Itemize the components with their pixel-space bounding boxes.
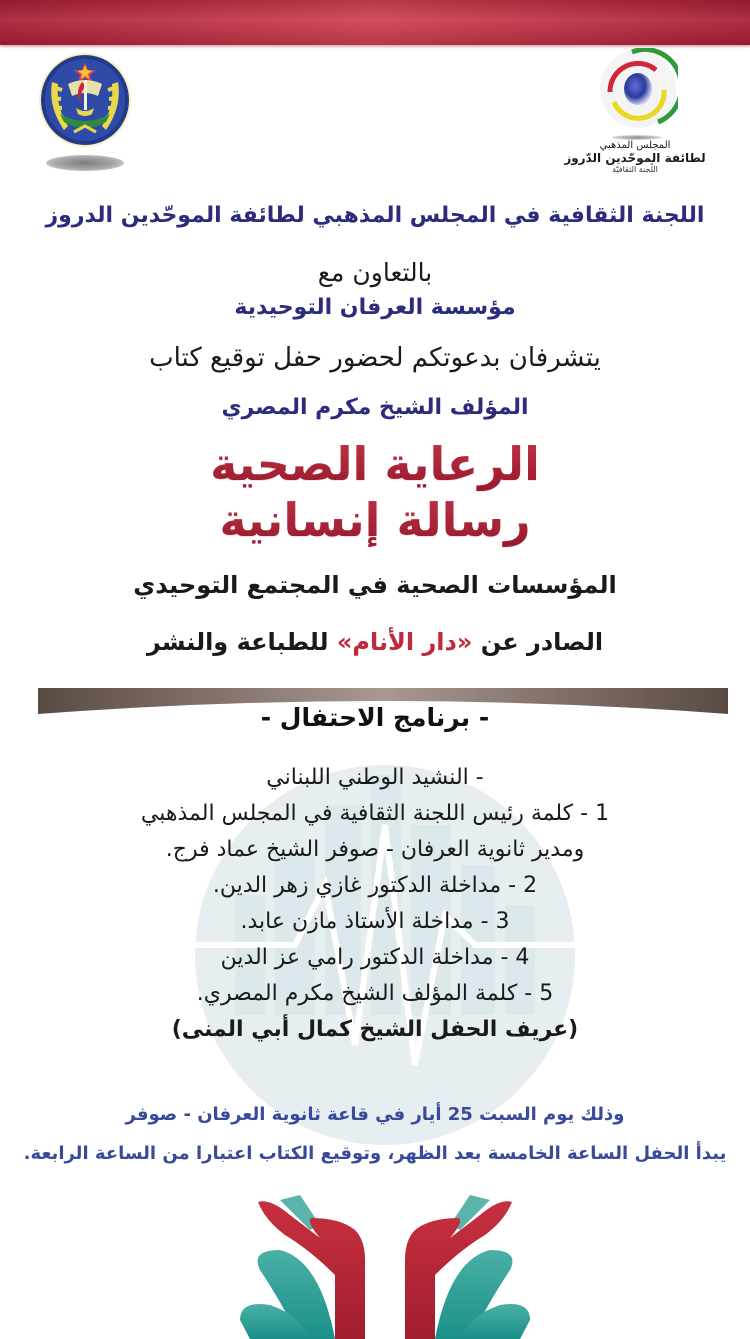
partner-name: مؤسسة العرفان التوحيدية — [234, 295, 516, 320]
book-subtitle: المؤسسات الصحية في المجتمع التوحيدي — [133, 571, 617, 599]
program-item: 2 - مداخلة الدكتور غازي زهر الدين. — [212, 873, 538, 898]
author-name: المؤلف الشيخ مكرم المصري — [221, 395, 529, 420]
cooperation-text: بالتعاون مع — [317, 258, 433, 287]
program-list — [0, 760, 750, 1048]
program-item: 1 - كلمة رئيس اللجنة الثقافية في المجلس المذهبي — [140, 801, 610, 826]
program-item: ومدير ثانوية العرفان - صوفر الشيخ عماد فرج. — [165, 837, 585, 862]
irfan-emblem-logo — [38, 52, 132, 148]
publisher-suffix: للطباعة والنشر — [146, 628, 329, 656]
emblem-shadow — [46, 155, 124, 171]
council-name-line1: المجلس المذهبي — [599, 140, 671, 151]
program-item: 3 - مداخلة الأستاذ مازن عابد. — [240, 909, 510, 934]
program-title: - برنامج الاحتفال - — [260, 703, 490, 732]
caring-hands-illustration — [240, 1190, 530, 1339]
event-date-venue: وذلك يوم السبت 25 أيار في قاعة ثانوية العرفان - صوفر — [125, 1104, 625, 1125]
publisher-name: «دار الأنام» — [336, 628, 473, 656]
book-title-line1: الرعاية الصحية — [0, 438, 750, 491]
book-title-line2: رسالة إنسانية — [0, 494, 750, 547]
event-times: يبدأ الحفل الساعة الخامسة بعد الظهر، وتوقيع الكتاب اعتبارا من الساعة الرابعة. — [23, 1143, 727, 1164]
program-item: 4 - مداخلة الدكتور رامي عز الدين — [220, 945, 530, 970]
council-name-line3: اللّجنة الثقافيّة — [612, 165, 658, 175]
program-item: - النشيد الوطني اللبناني — [266, 765, 484, 790]
council-logo-caption — [560, 140, 710, 174]
council-name-line2: لطائفة الموحّدين الدّروز — [564, 150, 706, 165]
publisher-line — [0, 628, 750, 656]
druze-council-logo — [598, 48, 678, 130]
top-banner-bar — [0, 0, 750, 45]
master-of-ceremonies: (عريف الحفل الشيخ كمال أبي المنى) — [171, 1017, 579, 1042]
program-item: 5 - كلمة المؤلف الشيخ مكرم المصري. — [196, 981, 554, 1006]
publisher-prefix: الصادر عن — [480, 628, 604, 656]
invite-line: يتشرفان بدعوتكم لحضور حفل توقيع كتاب — [149, 343, 601, 373]
organizer-heading: اللجنة الثقافية في المجلس المذهبي لطائفة الموحّدين الدروز — [45, 203, 705, 228]
